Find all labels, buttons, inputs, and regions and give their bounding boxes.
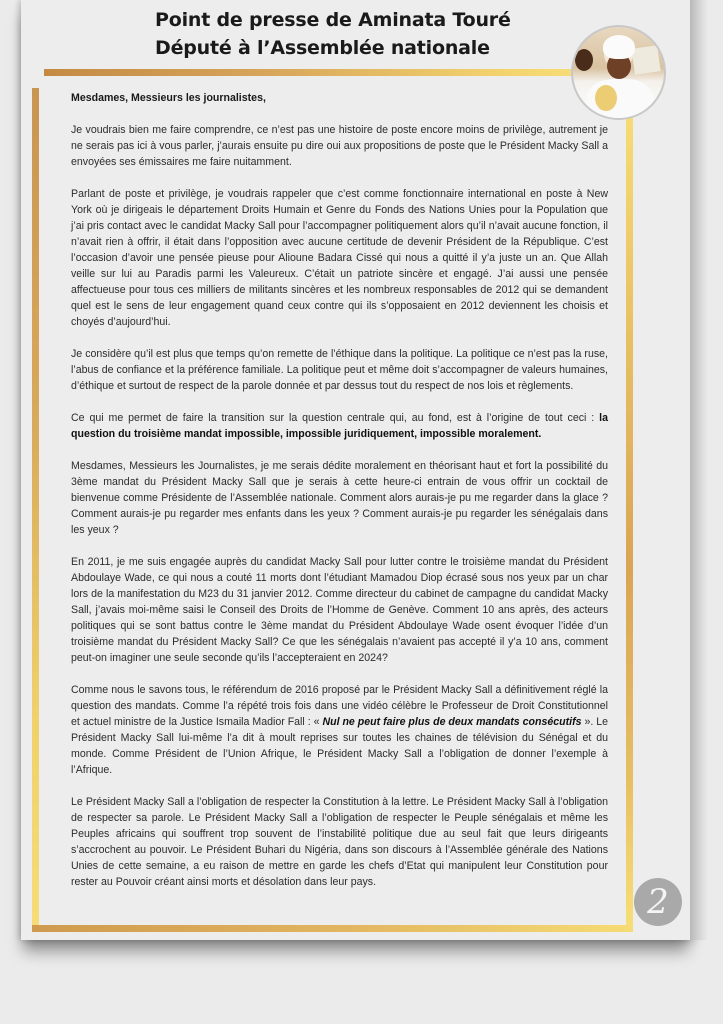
- photo-certificate: [631, 45, 660, 74]
- page-edge-shadow: [690, 0, 708, 940]
- photo-background-person: [575, 49, 593, 71]
- left-gold-border: [32, 88, 39, 932]
- paragraph-3: Je considère qu’il est plus que temps qu’on remette de l’éthique dans la politique. La politique ce n’est pas la ruse, l’abus de confiance et la préférence familiale. La politique peut et même doit s’accompagner de valeurs humaines, d’éthique et surtout de respect de la parole donnée et par dessus tout du respect de nos lois et règlements.: [71, 348, 608, 392]
- title-line-1: Point de presse de Aminata Touré: [155, 9, 511, 31]
- paragraph-2: Parlant de poste et privilège, je voudrais rappeler que c’est comme fonctionnaire international en poste à New York où je dirigeais le département Droits Humain et Genre du Fonds des Nations Unies pour la Population que j’ai pris contact avec le candidat Macky Sall pour l’accompagner politiquement alors qu’il n’avait aucune fonction, il n’avait rien à offrir, il était dans l’opposition avec aucune certitude de devenir Président de la République. C’est l’occasion d’avoir une pensée pieuse pour Alioune Badara Cissé qui nous a quitté il y’a juste un an. Que Allah veille sur lui au Paradis parmi les Valeureux. C’était un patriote sincère et engagé. J’ai aussi une pensée affectueuse pour tous ces milliers de militants sincères et les nombreux responsables de 2012 qui se demandent quel est le sens de leur engagement quand ceux contre qui ils s’opposaient en 2012 deviennent les choisis et choyés d’aujourd’hui.: [71, 188, 608, 328]
- document-body: [71, 90, 608, 906]
- title-line-2: Député à l’Assemblée nationale: [155, 37, 490, 59]
- paragraph-1: Je voudrais bien me faire comprendre, ce n’est pas une histoire de poste encore moins de privilège, autrement je ne serais pas ici à vous parler, j’aurais ensuite pu dire oui aux propositions de poste que le Président Macky Sall a envoyées ses émissaires me faire nuitamment.: [71, 124, 608, 168]
- top-gold-rule: [44, 69, 584, 76]
- page-number-badge: 2: [634, 878, 682, 926]
- paragraph-7: [71, 682, 608, 778]
- paragraph-4-emphasis: la question du troisième mandat impossible, impossible juridiquement, impossible moralement.: [71, 412, 608, 440]
- page-title: [155, 6, 511, 62]
- paragraph-7-quote: Nul ne peut faire plus de deux mandats consécutifs: [322, 716, 582, 728]
- paragraph-5: Mesdames, Messieurs les Journalistes, je me serais dédite moralement en théorisant haut et fort la possibilité du 3ème mandat du Président Macky Sall que je serais à cette heure-ci entrain de vous offrir un cocktail de bienvenue comme Présidente de l’Assemblée nationale. Comment alors aurais-je pu me regarder dans la glace ? Comment aurais-je pu regarder mes enfants dans les yeux ? Comment aurais-je pu regarder les sénégalais dans les yeux ?: [71, 460, 608, 536]
- photo-headwrap: [603, 35, 635, 59]
- right-gold-border: [626, 118, 633, 932]
- paragraph-6: En 2011, je me suis engagée auprès du candidat Macky Sall pour lutter contre le troisième mandat du Président Abdoulaye Wade, ce qui nous a couté 11 morts dont l’étudiant Mamadou Diop écrasé sous nos yeux par un char lors de la manifestation du M23 du 31 janvier 2012. Comme directeur du cabinet de campagne du candidat Macky Sall, j’avais moi-même saisi le Conseil des Droits de l’Homme de Genève. Comment 10 ans après, des acteurs politiques qui se sont battus contre le 3ème mandat du Président Abdoulaye Wade osent évoquer l’idée d’un troisième mandat du Président Macky Sall? Ce que les sénégalais n’avaient pas accepté il y’a 10 ans, comment peut-on imaginer une seule seconde qu’ils l’accepteraient en 2024?: [71, 556, 608, 664]
- salutation: Mesdames, Messieurs les journalistes,: [71, 92, 266, 104]
- paragraph-7-rest: ». Le Président Macky Sall lui-même l’a dit à moult reprises sur toutes les chaines de télévision du Sénégal et du monde. Comme Président de l’Union Afrique, le Président Macky Sall a l’obligation de donner l’exemple à l’Afrique.: [71, 716, 609, 776]
- paragraph-4-intro: Ce qui me permet de faire la transition sur la question centrale qui, au fond, est à l’origine de tout ceci :: [71, 412, 600, 424]
- paragraph-8: Le Président Macky Sall a l’obligation de respecter la Constitution à la lettre. Le Président Macky Sall à l’obligation de respecter sa parole. Le Président Macky Sall a l’obligation de respecter le Peuple sénégalais et même les Peuples africains qui souffrent trop souvent de l’instabilité politique due au seul fait que leurs dirigeants s’accrochent au pouvoir. Le Président Buhari du Nigéria, dans son discours à l’Assemblée générale des Nations Unies de cette semaine, a eu raison de mettre en garde les chefs d’Etat qui manipulent leur Constitution pour rester au Pouvoir créant ainsi morts et désolation dans leur pays.: [71, 796, 608, 888]
- paragraph-7-intro: Comme nous le savons tous, le référendum de 2016 proposé par le Président Macky Sall a définitivement réglé la question des mandats. Comme l’a répété trois fois dans une vidéo célèbre le Professeur de Droit Constitutionnel et actuel ministre de la Justice Ismaila Madior Fall : «: [71, 684, 608, 728]
- bottom-gold-rule: [32, 925, 633, 932]
- paragraph-4: [71, 410, 608, 442]
